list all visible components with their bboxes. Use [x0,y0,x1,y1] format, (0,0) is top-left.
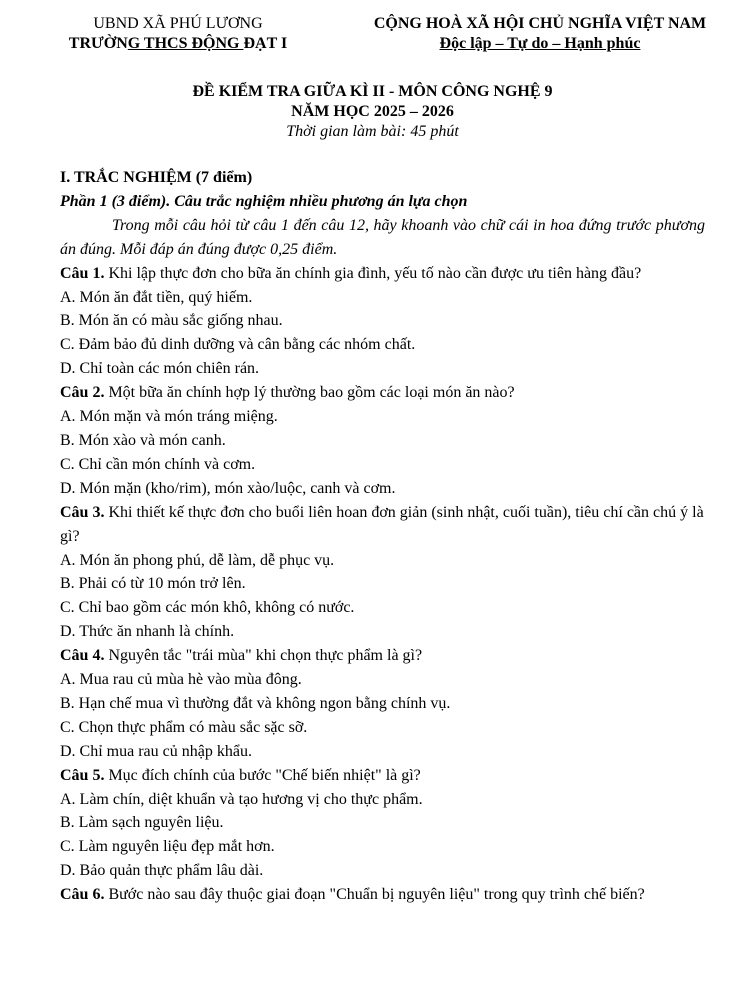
answer-option[interactable]: C. Chỉ cần món chính và cơm. [60,455,256,473]
question-label: Câu 4. [60,647,105,665]
answer-option[interactable]: C. Chọn thực phẩm có màu sắc sặc sỡ. [60,718,308,736]
question-6 [60,883,705,907]
question-5 [60,764,705,788]
answer-option[interactable]: D. Thức ăn nhanh là chính. [60,623,235,641]
national-title: CỘNG HOÀ XÃ HỘI CHỦ NGHĨA VIỆT NAM [373,15,707,32]
school-name-part2: G THCS ĐỘNG [127,35,244,52]
question-text: Một bữa ăn chính hợp lý thường bao gồm các loại món ăn nào? [104,384,515,402]
exam-duration: Thời gian làm bài: 45 phút [286,123,459,140]
question-label: Câu 6. [60,886,105,904]
instruction-text: Trong mỗi câu hỏi từ câu 1 đến câu 12, hãy khoanh vào chữ cái in hoa đứng trước phương án đúng. Mỗi đáp án đúng được 0,25 điểm. [60,216,705,258]
question-label: Câu 3. [60,503,105,521]
question-text: Nguyên tắc "trái mùa" khi chọn thực phẩm là gì? [104,647,423,665]
question-label: Câu 1. [60,264,105,282]
answer-option[interactable]: C. Đảm bảo đủ dinh dưỡng và cân bằng các nhóm chất. [60,336,416,354]
exam-content [60,166,705,907]
answer-option[interactable]: A. Làm chín, diệt khuẩn và tạo hương vị cho thực phẩm. [60,790,423,808]
question-2 [60,381,705,405]
question-label: Câu 5. [60,766,105,784]
answer-option[interactable]: D. Chỉ mua rau củ nhập khẩu. [60,742,252,760]
school-name-part3: ĐẠT I [243,35,288,52]
school-name [28,34,328,54]
exam-title-block [0,82,745,142]
question-text: Mục đích chính của bước "Chế biến nhiệt" là gì? [104,766,421,784]
answer-option[interactable]: A. Món ăn phong phú, dễ làm, dễ phục vụ. [60,551,335,569]
answer-option[interactable]: B. Món xào và món canh. [60,431,226,449]
header-right [340,14,740,54]
answer-option[interactable]: C. Chỉ bao gồm các món khô, không có nước. [60,599,355,617]
answer-option[interactable]: D. Bảo quản thực phẩm lâu dài. [60,862,264,880]
section-heading: I. TRẮC NGHIỆM (7 điểm) [60,169,253,186]
answer-option[interactable]: A. Mua rau củ mùa hè vào mùa đông. [60,671,302,689]
answer-option[interactable]: A. Món mặn và món tráng miệng. [60,408,278,426]
answer-option[interactable]: B. Phải có từ 10 món trở lên. [60,575,246,593]
answer-option[interactable]: D. Chỉ toàn các món chiên rán. [60,360,260,378]
national-motto: Độc lập – Tự do – Hạnh phúc [439,35,641,52]
answer-option[interactable]: A. Món ăn đắt tiền, quý hiếm. [60,288,253,306]
answer-option[interactable]: D. Món mặn (kho/rim), món xào/luộc, canh và cơm. [60,479,396,497]
school-name-part1: TRƯỜN [68,35,128,52]
answer-option[interactable]: C. Làm nguyên liệu đẹp mắt hơn. [60,838,275,856]
question-text: Bước nào sau đây thuộc giai đoạn "Chuẩn bị nguyên liệu" trong quy trình chế biến? [104,886,645,904]
question-list [60,262,705,907]
answer-option[interactable]: B. Hạn chế mua vì thường đắt và không ngon bằng chính vụ. [60,694,451,712]
header-left [28,14,328,54]
question-text: Khi thiết kế thực đơn cho buổi liên hoan đơn giản (sinh nhật, cuối tuần), tiêu chí cần chú ý là gì? [60,503,704,545]
question-label: Câu 2. [60,384,105,402]
question-1 [60,262,705,286]
exam-title: ĐỀ KIỂM TRA GIỮA KÌ II - MÔN CÔNG NGHỆ 9 [192,83,553,100]
question-4 [60,644,705,668]
school-year: NĂM HỌC 2025 – 2026 [291,103,454,120]
question-text: Khi lập thực đơn cho bữa ăn chính gia đình, yếu tố nào cần được ưu tiên hàng đầu? [104,264,642,282]
commune-name: UBND XÃ PHÚ LƯƠNG [93,15,263,32]
answer-option[interactable]: B. Món ăn có màu sắc giống nhau. [60,312,283,330]
part-heading: Phần 1 (3 điểm). Câu trắc nghiệm nhiều phương án lựa chọn [60,192,468,210]
answer-option[interactable]: B. Làm sạch nguyên liệu. [60,814,224,832]
question-3 [60,501,705,549]
